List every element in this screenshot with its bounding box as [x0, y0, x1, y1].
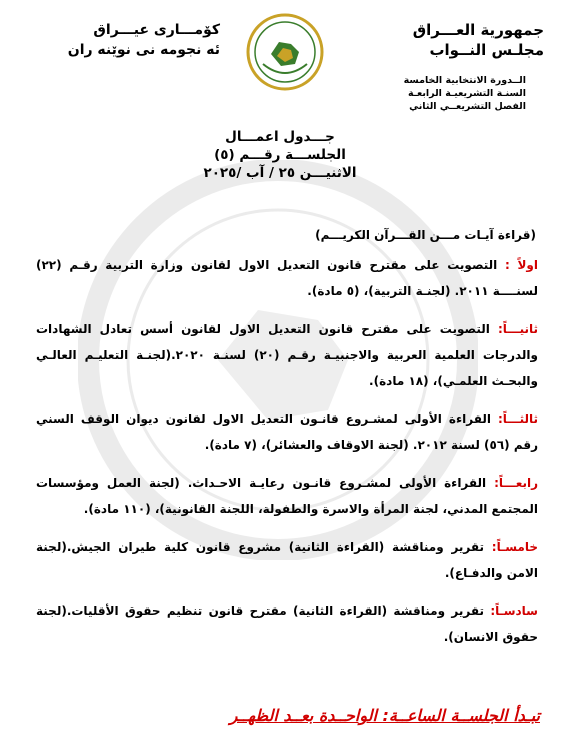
item-text: تقرير ومناقشة (القراءة الثانية) مشروع قانون كلية طيران الجيش.(لجنة الامن والدفـاع).: [36, 540, 538, 580]
agenda-item: [36, 252, 538, 304]
item-text: التصويت على مقترح قانون التعديل الاول لقانون أسس تعادل الشهادات والدرجات العلمية العربية والاجنبيـة رقـم (٢٠) لسنـة ٢٠٢٠.(لجنـة التعليـم العالـي والبحـث العلمـي)، (١٨ مادة).: [36, 322, 539, 388]
session-info: [374, 74, 544, 113]
session-number: الجلســـة رقـــم (٥): [214, 147, 346, 163]
council-name-kurdish: ئه نجومه نى نوێنه ران: [67, 42, 220, 58]
item-number: اولاً :: [505, 258, 539, 272]
item-number: رابعـــاً:: [494, 476, 538, 490]
item-text: القراءة الأولى لمشـروع قانـون رعايـة الاحـداث. (لجنة العمل ومؤسسات المجتمع المدني، لجنة المرأة والاسرة والطفولة، اللجنة القانونية)، (١١٠ مادة).: [36, 476, 538, 516]
item-text: تقرير ومناقشة (القراءة الثانية) مقترح قانون تنظيم حقوق الأقليات.(لجنة حقوق الانسان).: [36, 604, 538, 644]
quran-reading: (قراءة آيـات مـــن القـــرآن الكريـــم): [315, 228, 536, 242]
agenda-heading: [150, 128, 410, 182]
agenda-item: [36, 470, 538, 522]
item-number: خامسـاً:: [491, 540, 538, 554]
item-text: التصويت على مقترح قانون التعديل الاول لقانون وزارة التربية رقـم (٢٢) لسنــــة ٢٠١١. (لجنـة التربية)، (٥ مادة).: [36, 258, 538, 298]
agenda-item: [36, 406, 538, 458]
session-date: الاثنيـــن ٢٥ / آب /٢٠٢٥: [203, 165, 357, 181]
chapter-line: الفصل التشريعــي الثاني: [409, 101, 526, 112]
session-start-time: تبـدأ الجلســة الساعــة: الواحــدة بعــد الظهــر: [229, 706, 540, 725]
country-name-kurdish: كۆمـــارى عيـــراق: [93, 22, 220, 38]
header-right: [374, 20, 544, 113]
year-line: السنـة التشريعيـة الرابعـة: [407, 88, 526, 99]
country-name: جمهورية العـــراق: [412, 21, 544, 39]
item-text: القراءة الأولى لمشـروع قانـون التعديل الاول لقانون ديوان الوقف السني رقم (٥٦) لسنة ٢٠١٢. (لجنة الاوقاف والعشائر)، (٧ مادة).: [36, 412, 538, 452]
item-number: ثانيـــاً:: [497, 322, 538, 336]
agenda-item: [36, 316, 538, 394]
item-number: ثالثـــاً:: [497, 412, 538, 426]
agenda-item: [36, 534, 538, 586]
agenda-items: [36, 252, 538, 662]
council-name: مجلـس النــواب: [429, 41, 544, 59]
agenda-item: [36, 598, 538, 650]
agenda-title: جـــدول اعمـــال: [225, 129, 335, 145]
item-number: سادسـاً:: [490, 604, 538, 618]
parliament-seal-logo: [245, 12, 325, 92]
header-left: [50, 20, 220, 60]
term-line: الــدورة الانتخابية الخامسة: [403, 75, 526, 86]
